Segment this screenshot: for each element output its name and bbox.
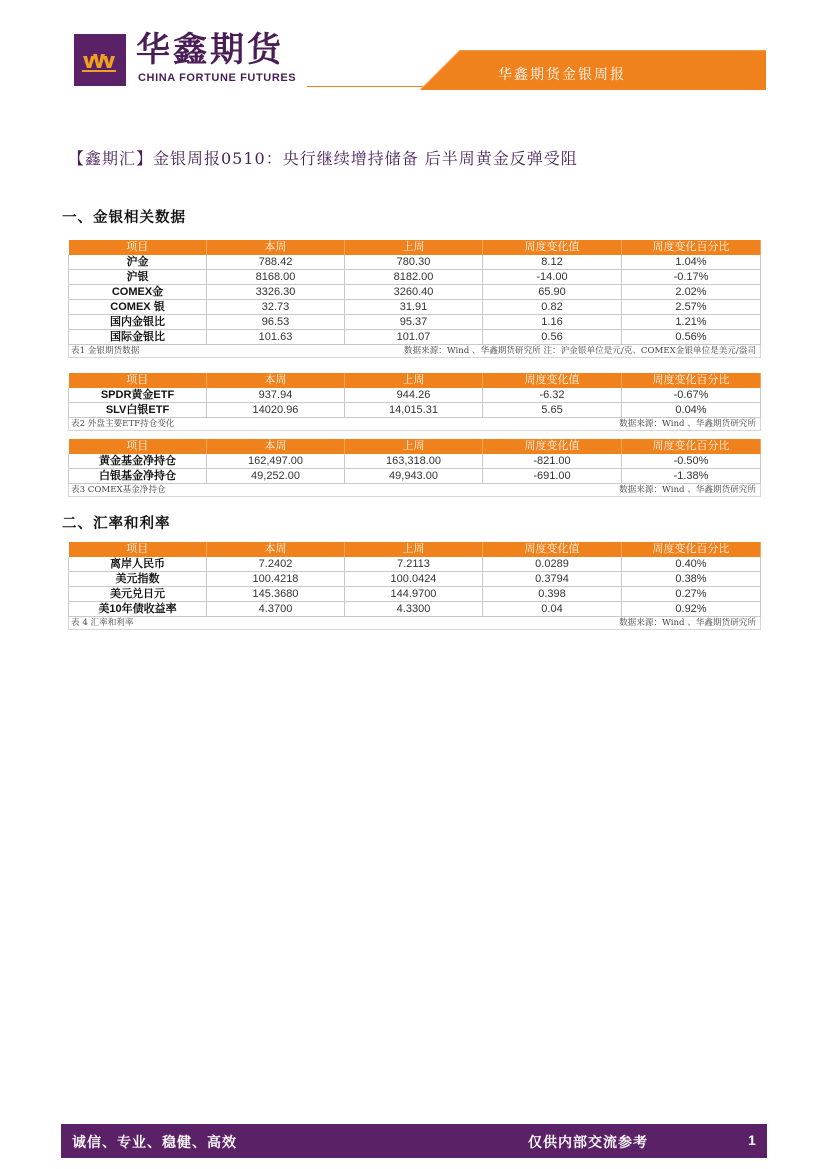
fx-rates-table: [68, 542, 761, 630]
col-header-item: 项目: [69, 373, 207, 388]
row-label: 白银基金净持仓: [69, 468, 207, 483]
cell-value: -0.17%: [622, 269, 761, 284]
cell-value: 8168.00: [207, 269, 345, 284]
col-header-change: 周度变化值: [483, 373, 622, 388]
cell-value: 96.53: [207, 314, 345, 329]
cell-value: 0.0289: [483, 557, 622, 572]
table-row: [69, 586, 761, 601]
col-header-change: 周度变化值: [483, 542, 622, 557]
document-title: 【鑫期汇】金银周报0510：央行继续增持储备 后半周黄金反弹受阻: [68, 149, 578, 168]
table-row: [69, 454, 761, 469]
cell-value: 95.37: [345, 314, 483, 329]
table-source: 数据来源：Wind 、华鑫期货研究所: [619, 617, 756, 628]
table-source: 数据来源：Wind 、华鑫期货研究所 注：沪金银单位是元/克、COMEX金银单位是美元/盎司: [403, 345, 756, 356]
page-number: 1: [748, 1132, 756, 1148]
cell-value: -14.00: [483, 269, 622, 284]
cell-value: 49,943.00: [345, 468, 483, 483]
col-header-this-week: 本周: [207, 439, 345, 454]
col-header-change-pct: 周度变化百分比: [622, 240, 761, 255]
cell-value: 14,015.31: [345, 402, 483, 417]
row-label: 沪银: [69, 269, 207, 284]
col-header-change: 周度变化值: [483, 240, 622, 255]
report-tab-label: 华鑫期货金银周报: [498, 67, 626, 83]
comex-fund-table: [68, 439, 761, 497]
table-caption: 表3 COMEX基金净持仓: [71, 484, 166, 495]
cell-value: 162,497.00: [207, 454, 345, 469]
header-rule: [307, 86, 425, 87]
cell-value: 0.92%: [622, 601, 761, 616]
cell-value: 1.21%: [622, 314, 761, 329]
table-row: [69, 329, 761, 344]
cell-value: 100.0424: [345, 571, 483, 586]
table-header-row: [69, 542, 761, 557]
company-logo: [74, 34, 126, 86]
cell-value: 8.12: [483, 255, 622, 270]
table-row: [69, 557, 761, 572]
table-row: [69, 388, 761, 403]
brand-name-cn: 华鑫期货: [136, 30, 284, 70]
cell-value: 8182.00: [345, 269, 483, 284]
brand-name-en: CHINA FORTUNE FUTURES: [138, 72, 297, 84]
cell-value: 0.27%: [622, 586, 761, 601]
cell-value: 144.9700: [345, 586, 483, 601]
col-header-this-week: 本周: [207, 373, 345, 388]
table-caption: 表2 外盘主要ETF持仓变化: [71, 418, 175, 429]
table-header-row: [69, 240, 761, 255]
cell-value: 7.2113: [345, 557, 483, 572]
cell-value: 5.65: [483, 402, 622, 417]
cell-value: -821.00: [483, 454, 622, 469]
cell-value: 65.90: [483, 284, 622, 299]
col-header-change-pct: 周度变化百分比: [622, 373, 761, 388]
col-header-last-week: 上周: [345, 439, 483, 454]
col-header-last-week: 上周: [345, 542, 483, 557]
table-row: [69, 269, 761, 284]
cell-value: 2.02%: [622, 284, 761, 299]
cell-value: 0.04: [483, 601, 622, 616]
cell-value: 100.4218: [207, 571, 345, 586]
cell-value: 14020.96: [207, 402, 345, 417]
row-label: COMEX金: [69, 284, 207, 299]
cell-value: 49,252.00: [207, 468, 345, 483]
row-label: 美元指数: [69, 571, 207, 586]
cell-value: 101.07: [345, 329, 483, 344]
table-row: [69, 284, 761, 299]
table-row: [69, 601, 761, 616]
cell-value: 3260.40: [345, 284, 483, 299]
col-header-item: 项目: [69, 240, 207, 255]
cell-value: 4.3700: [207, 601, 345, 616]
cell-value: 32.73: [207, 299, 345, 314]
cell-value: 780.30: [345, 255, 483, 270]
cell-value: 0.398: [483, 586, 622, 601]
table-caption-row: [69, 616, 761, 629]
metals-data-table: [68, 240, 761, 358]
table-caption-row: [69, 344, 761, 357]
cell-value: 4.3300: [345, 601, 483, 616]
row-label: COMEX 银: [69, 299, 207, 314]
cell-value: 0.82: [483, 299, 622, 314]
table-header-row: [69, 373, 761, 388]
cell-value: 0.56: [483, 329, 622, 344]
table-header-row: [69, 439, 761, 454]
cell-value: -691.00: [483, 468, 622, 483]
cell-value: 101.63: [207, 329, 345, 344]
cell-value: -0.50%: [622, 454, 761, 469]
table-source: 数据来源：Wind 、华鑫期货研究所: [619, 418, 756, 429]
cell-value: 145.3680: [207, 586, 345, 601]
col-header-item: 项目: [69, 439, 207, 454]
cell-value: 937.94: [207, 388, 345, 403]
logo-mark-icon: [74, 34, 126, 86]
cell-value: -0.67%: [622, 388, 761, 403]
cell-value: 0.40%: [622, 557, 761, 572]
cell-value: 2.57%: [622, 299, 761, 314]
row-label: 美10年债收益率: [69, 601, 207, 616]
cell-value: 0.3794: [483, 571, 622, 586]
table-row: [69, 299, 761, 314]
footer-motto: 诚信、专业、稳健、高效: [72, 1135, 237, 1151]
cell-value: 944.26: [345, 388, 483, 403]
row-label: 美元兑日元: [69, 586, 207, 601]
cell-value: 0.38%: [622, 571, 761, 586]
cell-value: 163,318.00: [345, 454, 483, 469]
table-caption-row: [69, 483, 761, 496]
col-header-change: 周度变化值: [483, 439, 622, 454]
table-row: [69, 571, 761, 586]
section-heading-fx-rates: 二、汇率和利率: [62, 515, 171, 532]
table-row: [69, 468, 761, 483]
col-header-item: 项目: [69, 542, 207, 557]
etf-holdings-table: [68, 373, 761, 431]
cell-value: 3326.30: [207, 284, 345, 299]
cell-value: 31.91: [345, 299, 483, 314]
section-heading-metals: 一、金银相关数据: [62, 209, 186, 226]
row-label: 国际金银比: [69, 329, 207, 344]
table-row: [69, 255, 761, 270]
cell-value: 7.2402: [207, 557, 345, 572]
cell-value: 1.04%: [622, 255, 761, 270]
table-caption-row: [69, 417, 761, 430]
row-label: 离岸人民币: [69, 557, 207, 572]
col-header-change-pct: 周度变化百分比: [622, 542, 761, 557]
col-header-last-week: 上周: [345, 373, 483, 388]
cell-value: 1.16: [483, 314, 622, 329]
footer-notice: 仅供内部交流参考: [528, 1135, 648, 1151]
cell-value: -1.38%: [622, 468, 761, 483]
row-label: SLV白银ETF: [69, 402, 207, 417]
row-label: 黄金基金净持仓: [69, 454, 207, 469]
table-row: [69, 314, 761, 329]
col-header-last-week: 上周: [345, 240, 483, 255]
cell-value: -6.32: [483, 388, 622, 403]
cell-value: 0.04%: [622, 402, 761, 417]
table-caption: 表1 金银期货数据: [71, 345, 140, 356]
col-header-this-week: 本周: [207, 240, 345, 255]
cell-value: 0.56%: [622, 329, 761, 344]
table-caption: 表 4 汇率和利率: [71, 617, 134, 628]
col-header-this-week: 本周: [207, 542, 345, 557]
row-label: 沪金: [69, 255, 207, 270]
cell-value: 788.42: [207, 255, 345, 270]
col-header-change-pct: 周度变化百分比: [622, 439, 761, 454]
row-label: 国内金银比: [69, 314, 207, 329]
row-label: SPDR黄金ETF: [69, 388, 207, 403]
table-source: 数据来源：Wind 、华鑫期货研究所: [619, 484, 756, 495]
table-row: [69, 402, 761, 417]
